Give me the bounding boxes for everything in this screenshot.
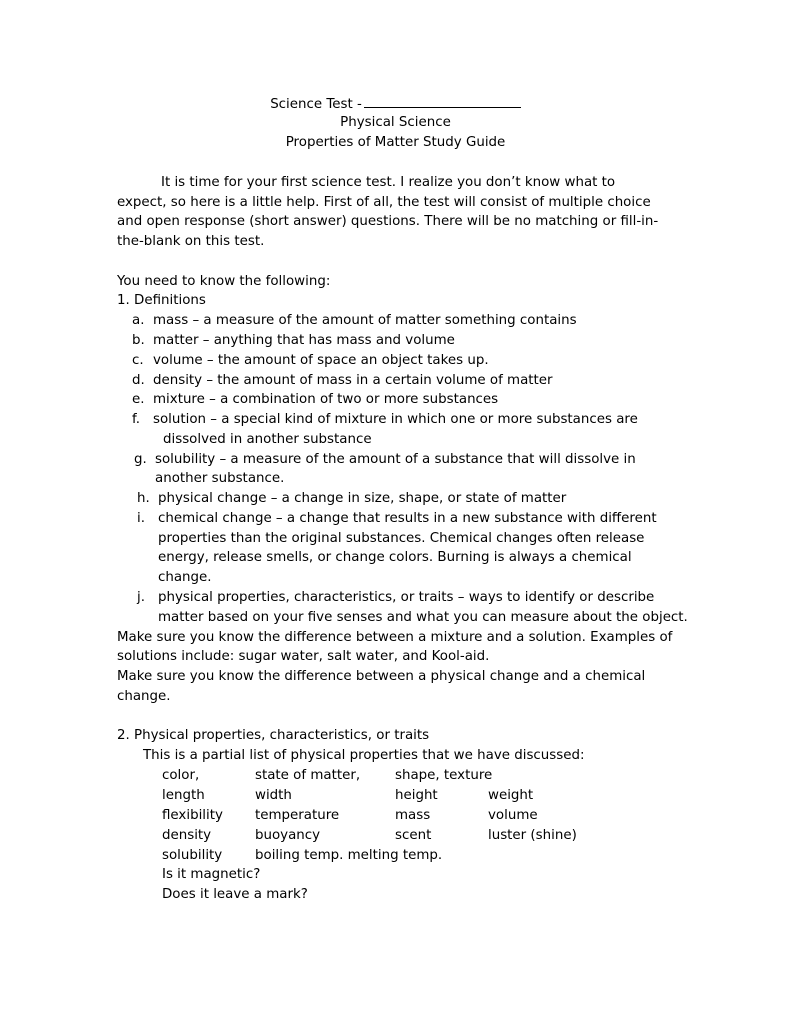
definition-continuation: another substance. (155, 471, 285, 486)
note-line: Make sure you know the difference between a physical change and a chemical (117, 669, 646, 684)
note-line: solutions include: sugar water, salt water, and Kool-aid. (117, 649, 490, 664)
property-cell: scent (395, 828, 432, 843)
definition-continuation: energy, release smells, or change colors. Burning is always a chemical (158, 550, 632, 565)
property-cell: shape, texture (395, 768, 493, 783)
definition-text: mixture – a combination of two or more substances (153, 392, 499, 407)
property-question: Does it leave a mark? (162, 887, 308, 902)
definition-item (132, 331, 455, 351)
property-cell: width (255, 788, 292, 803)
property-cell: temperature (255, 808, 340, 823)
test-title: Science Test - (270, 97, 362, 112)
definition-letter: d. (132, 373, 145, 388)
definition-continuation: properties than the original substances. Chemical changes often release (158, 531, 645, 546)
definition-continuation: dissolved in another substance (163, 432, 372, 447)
definition-item (137, 588, 654, 608)
definition-item (132, 311, 577, 331)
definition-letter: i. (137, 511, 145, 526)
definition-item (132, 371, 553, 391)
note-line: Make sure you know the difference between a mixture and a solution. Examples of (117, 630, 673, 645)
test-title-line (0, 93, 791, 113)
definition-text: solution – a special kind of mixture in which one or more substances are (153, 412, 638, 427)
definition-text: solubility – a measure of the amount of a substance that will dissolve in (155, 452, 636, 467)
definition-item (134, 450, 636, 470)
property-cell: flexibility (162, 808, 223, 823)
guide-title: Properties of Matter Study Guide (285, 135, 506, 150)
definition-text: physical properties, characteristics, or traits – ways to identify or describe (158, 590, 655, 605)
intro-line: and open response (short answer) questions. There will be no matching or fill-in- (117, 214, 659, 229)
name-blank (364, 93, 521, 108)
intro-line: It is time for your first science test. I realize you don’t know what to (161, 175, 616, 190)
property-cell: boiling temp. melting temp. (255, 848, 443, 863)
property-cell: luster (shine) (488, 828, 577, 843)
property-cell: length (162, 788, 205, 803)
definition-item (137, 489, 566, 509)
intro-line: the-blank on this test. (117, 234, 265, 249)
definition-letter: a. (132, 313, 145, 328)
definition-text: density – the amount of mass in a certain volume of matter (153, 373, 553, 388)
definition-item (132, 410, 638, 430)
definition-letter: e. (132, 392, 145, 407)
property-cell: buoyancy (255, 828, 321, 843)
note-line: change. (117, 689, 171, 704)
definition-item (132, 351, 489, 371)
need-to-know-heading: You need to know the following: (117, 274, 331, 289)
property-cell: volume (488, 808, 538, 823)
definition-letter: j. (137, 590, 145, 605)
definition-item (137, 509, 657, 529)
definition-letter: f. (132, 412, 140, 427)
property-question: Is it magnetic? (162, 867, 261, 882)
definition-letter: h. (137, 491, 150, 506)
property-cell: height (395, 788, 438, 803)
property-cell: density (162, 828, 212, 843)
definition-text: chemical change – a change that results in a new substance with different (158, 511, 657, 526)
definition-text: volume – the amount of space an object takes up. (153, 353, 489, 368)
definition-continuation: matter based on your five senses and what you can measure about the object. (158, 610, 688, 625)
subject-title: Physical Science (340, 115, 451, 130)
intro-line: expect, so here is a little help. First of all, the test will consist of multiple choice (117, 195, 651, 210)
definition-continuation: change. (158, 570, 212, 585)
definitions-heading: 1. Definitions (117, 293, 206, 308)
property-cell: mass (395, 808, 431, 823)
definition-letter: g. (134, 452, 147, 467)
property-cell: solubility (162, 848, 223, 863)
definition-text: matter – anything that has mass and volume (153, 333, 455, 348)
properties-intro: This is a partial list of physical properties that we have discussed: (143, 748, 585, 763)
definition-item (132, 390, 498, 410)
definition-letter: b. (132, 333, 145, 348)
definition-text: mass – a measure of the amount of matter something contains (153, 313, 577, 328)
definition-text: physical change – a change in size, shape, or state of matter (158, 491, 567, 506)
definition-letter: c. (132, 353, 144, 368)
property-cell: weight (488, 788, 534, 803)
property-cell: state of matter, (255, 768, 361, 783)
property-cell: color, (162, 768, 200, 783)
properties-heading: 2. Physical properties, characteristics, or traits (117, 728, 430, 743)
